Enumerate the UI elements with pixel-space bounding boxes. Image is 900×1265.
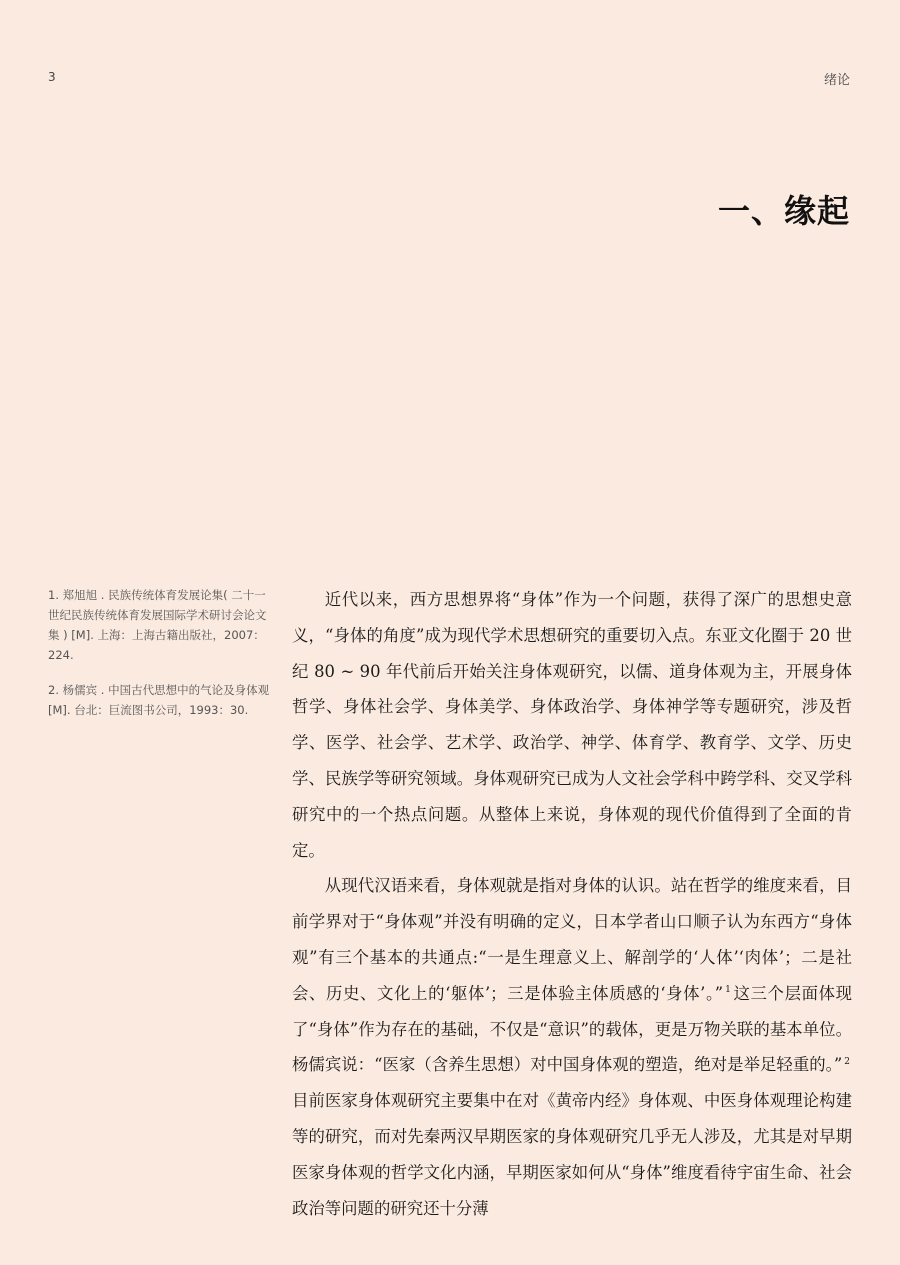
main-text — [292, 582, 852, 1226]
paragraph-2-part-c: 目前医家身体观研究主要集中在对《黄帝内经》身体观、中医身体观理论构建等的研究，而对先秦两汉早期医家的身体观研究几乎无人涉及，尤其是对早期医家身体观的哲学文化内涵，早期医家如何从“身体”维度看待宇宙生命、社会政治等问题的研究还十分薄 — [292, 1091, 852, 1218]
footnote-2: 2. 杨儒宾 . 中国古代思想中的气论及身体观 [M]. 台北：巨流图书公司，1993：30. — [48, 683, 270, 717]
chapter-title: 一、缘起 — [717, 192, 850, 230]
paragraph-2-part-a: 从现代汉语来看，身体观就是指对身体的认识。站在哲学的维度来看，目前学界对于“身体观”并没有明确的定义，日本学者山口顺子认为东西方“身体观”有三个基本的共通点:“一是生理意义上、解剖学的‘人体’‘肉体’；二是社会、历史、文化上的‘躯体’；三是体验主体质感的‘身体’。” — [292, 876, 852, 1003]
paragraph-1: 近代以来，西方思想界将“身体”作为一个问题，获得了深广的思想史意义，“身体的角度”成为现代学术思想研究的重要切入点。东亚文化圈于 20 世纪 80 ~ 90 年代前后开始关注身体观研究，以儒、道身体观为主，开展身体哲学、身体社会学、身体美学、身体政治学、身体神学等专题研究，涉及哲学、医学、社会学、艺术学、政治学、神学、体育学、教育学、文学、历史学、民族学等研究领域。身体观研究已成为人文社会学科中跨学科、交叉学科研究中的一个热点问题。从整体上来说，身体观的现代价值得到了全面的肯定。 — [292, 590, 852, 860]
paragraph-2-part-b: 这三个层面体现了“身体”作为存在的基础，不仅是“意识”的载体，更是万物关联的基本单位。杨儒宾说：“医家（含养生思想）对中国身体观的塑造，绝对是举足轻重的。” — [292, 983, 852, 1075]
page-number: 3 — [48, 70, 56, 84]
footnotes — [48, 585, 270, 735]
footnote-ref-1[interactable]: 1 — [725, 985, 731, 996]
paragraph-2 — [292, 868, 852, 1226]
footnote-1: 1. 郑旭旭 . 民族传统体育发展论集( 二十一世纪民族传统体育发展国际学术研讨会论文集 ) [M]. 上海：上海古籍出版社，2007：224. — [48, 588, 267, 662]
running-head: 绪论 — [823, 73, 850, 88]
footnote-ref-2[interactable]: 2 — [844, 1056, 850, 1067]
